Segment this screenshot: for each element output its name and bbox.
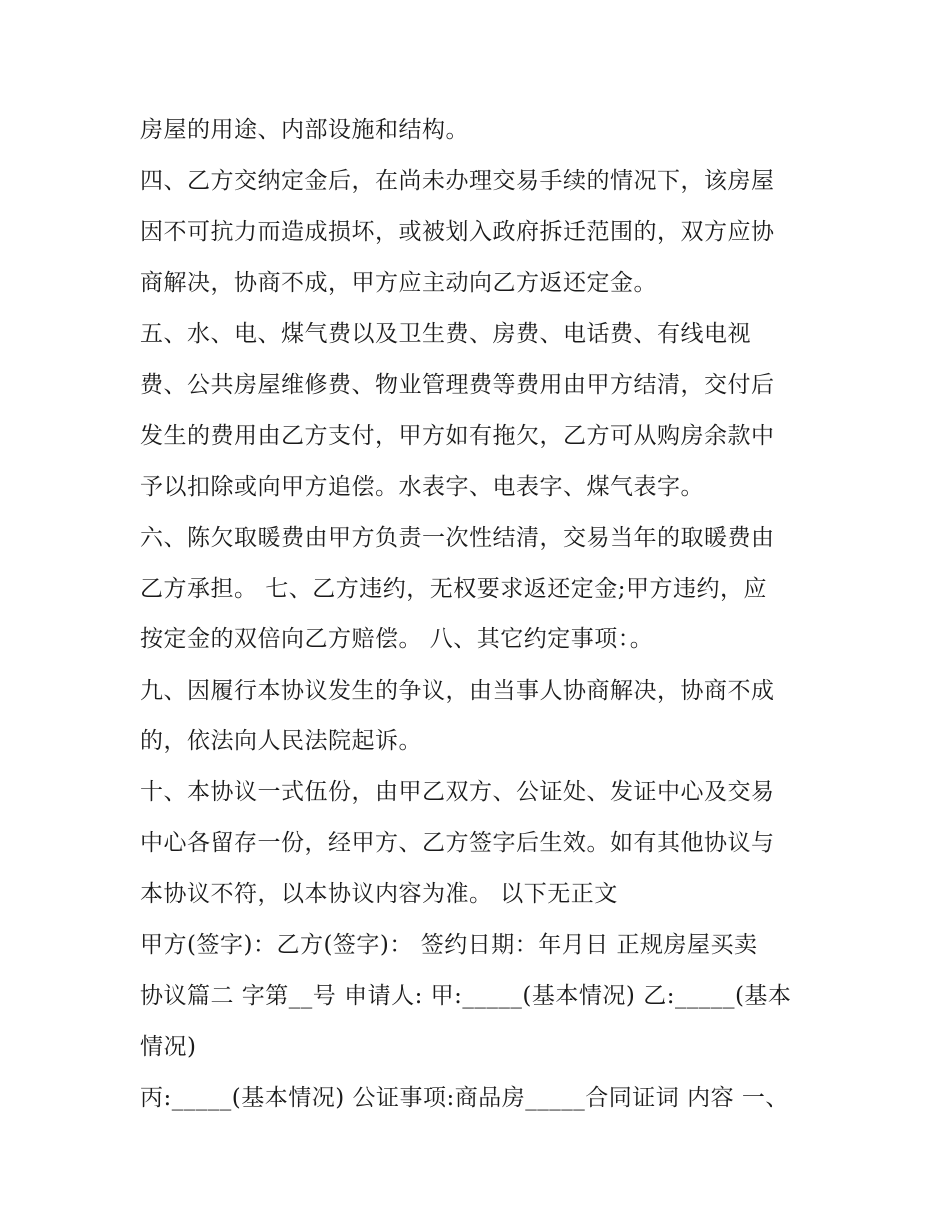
text-line: 协议篇二 字第__号 申请人: 甲:_____(基本情况) 乙:_____(基本	[140, 983, 792, 1009]
text-line: 九、因履行本协议发生的争议，由当事人协商解决，协商不成	[140, 678, 775, 704]
text-line: 中心各留存一份，经甲方、乙方签字后生效。如有其他协议与	[140, 830, 775, 856]
text-line: 予以扣除或向甲方追偿。水表字、电表字、煤气表字。	[140, 474, 704, 500]
text-line: 费、公共房屋维修费、物业管理费等费用由甲方结清，交付后	[140, 372, 775, 398]
text-line: 房屋的用途、内部设施和结构。	[140, 117, 469, 143]
text-line: 五、水、电、煤气费以及卫生费、房费、电话费、有线电视	[140, 321, 751, 347]
text-line: 发生的费用由乙方支付，甲方如有拖欠，乙方可从购房余款中	[140, 423, 775, 449]
text-line: 六、陈欠取暖费由甲方负责一次性结清，交易当年的取暖费由	[140, 525, 775, 551]
text-line: 四、乙方交纳定金后，在尚未办理交易手续的情况下，该房屋	[140, 168, 775, 194]
text-line: 十、本协议一式伍份，由甲乙双方、公证处、发证中心及交易	[140, 779, 775, 805]
text-line: 商解决，协商不成，甲方应主动向乙方返还定金。	[140, 270, 657, 296]
text-line: 按定金的双倍向乙方赔偿。 八、其它约定事项：。	[140, 626, 654, 652]
text-line: 因不可抗力而造成损坏，或被划入政府拆迁范围的，双方应协	[140, 219, 775, 245]
text-line: 乙方承担。 七、乙方违约，无权要求返还定金;甲方违约，应	[140, 576, 768, 602]
text-line: 本协议不符，以本协议内容为准。 以下无正文	[140, 881, 618, 907]
text-line: 的，依法向人民法院起诉。	[140, 728, 422, 754]
text-line: 丙:_____(基本情况) 公证事项:商品房_____合同证词 内容 一、	[140, 1085, 789, 1111]
text-line: 甲方(签字)：乙方(签字)： 签约日期：年月日 正规房屋买卖	[140, 932, 758, 958]
text-line: 情况)	[140, 1034, 197, 1060]
